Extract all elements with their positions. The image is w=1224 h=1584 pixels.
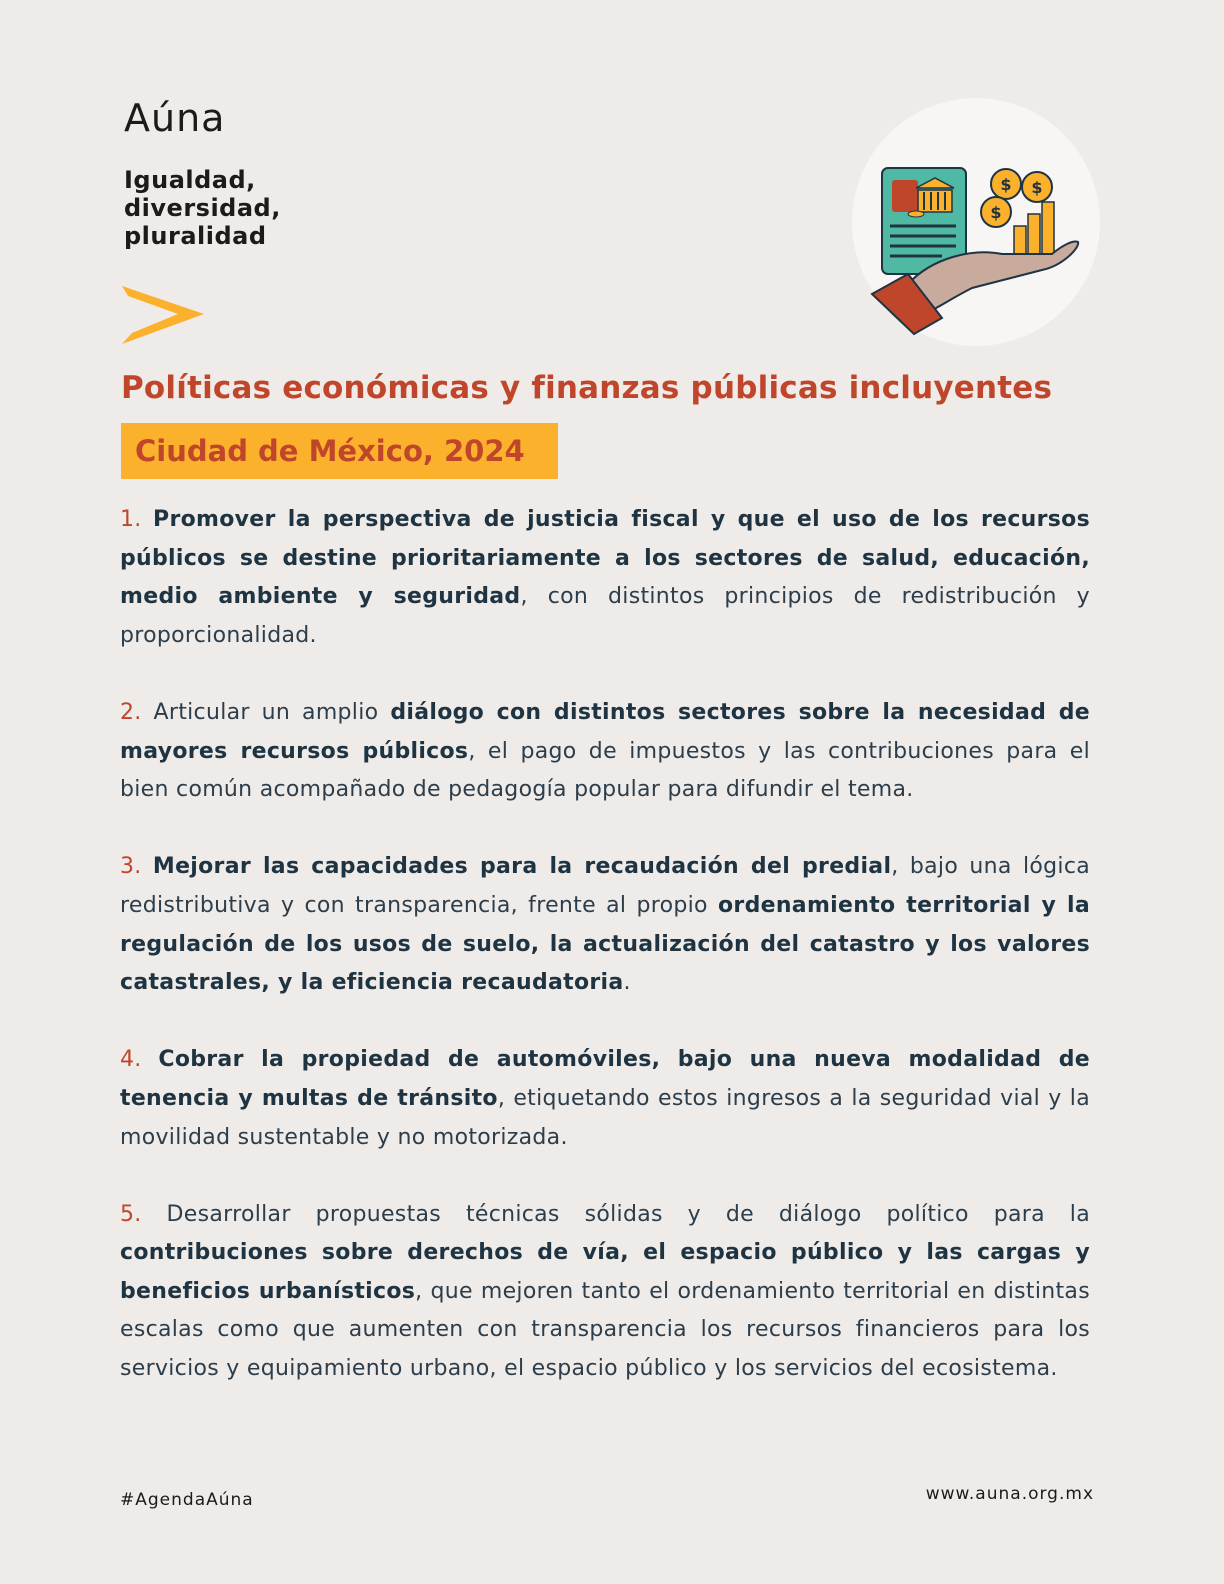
item-number: 4.	[120, 1047, 142, 1073]
item-text: Desarrollar propuestas técnicas sólidas y de diálogo político para la	[166, 1201, 1090, 1227]
list-item	[120, 1196, 1090, 1389]
tagline-line: Igualdad,	[124, 166, 256, 194]
item-text: , con distintos principios de redistribución y proporcionalidad.	[120, 584, 1090, 648]
chevron-right-icon	[122, 286, 204, 346]
item-text: , que mejoren tanto el ordenamiento territorial en distintas escalas como que aumenten con transparencia los recursos financieros para los servicios y equipamiento urbano, el espacio público y los servicios del ecosistema.	[120, 1278, 1090, 1382]
list-item	[120, 1041, 1090, 1157]
list-item	[120, 694, 1090, 810]
item-text: , etiquetando estos ingresos a la seguridad vial y la movilidad sustentable y no motorizada.	[120, 1085, 1090, 1150]
page-subtitle-badge: Ciudad de México, 2024	[121, 423, 558, 479]
proposal-list	[120, 501, 1090, 1427]
tagline-line: pluralidad	[124, 222, 267, 250]
brand-tagline	[124, 166, 364, 250]
list-item	[120, 848, 1090, 1002]
item-text-bold: ordenamiento territorial y la regulación de los usos de suelo, la actualización del catastro y los valores catastrales, y la eficiencia recaudatoria	[120, 892, 1090, 996]
website-link[interactable]: www.auna.org.mx	[925, 1484, 1094, 1504]
item-text: , bajo una lógica redistributiva y con transparencia, frente al propio	[120, 854, 1090, 918]
item-text-bold: contribuciones sobre derechos de vía, el espacio público y las cargas y beneficios urbanísticos	[120, 1240, 1090, 1304]
item-text: .	[623, 970, 631, 996]
item-number: 2.	[120, 699, 142, 725]
item-number: 3.	[120, 854, 142, 880]
svg-text:$: $	[1000, 175, 1012, 194]
item-text-bold: Cobrar la propiedad de automóviles, bajo una nueva modalidad de tenencia y multas de tránsito	[120, 1047, 1090, 1111]
item-number: 1.	[120, 507, 142, 532]
hashtag: #AgendaAúna	[120, 1490, 254, 1510]
tagline-line: diversidad,	[124, 194, 281, 222]
item-text-bold: Mejorar las capacidades para la recaudación del predial	[152, 854, 892, 880]
list-item	[120, 501, 1090, 655]
svg-text:$: $	[990, 203, 1002, 222]
item-text: , el pago de impuestos y las contribuciones para el bien común acompañado de pedagogía popular para difundir el tema.	[120, 738, 1090, 803]
item-text-bold: Promover la perspectiva de justicia fiscal y que el uso de los recursos públicos se destine prioritariamente a los sectores de salud, educación, medio ambiente y seguridad	[120, 507, 1090, 610]
item-number: 5.	[120, 1201, 142, 1227]
item-text-bold: diálogo con distintos sectores sobre la necesidad de mayores recursos públicos	[120, 699, 1090, 764]
brand-logo: Aúna	[124, 96, 226, 140]
item-text: Articular un amplio	[153, 699, 391, 725]
public-finance-hand-coins-illustration	[852, 98, 1102, 348]
svg-text:$: $	[1031, 178, 1043, 197]
page-title: Políticas económicas y finanzas públicas incluyentes	[121, 370, 1053, 406]
